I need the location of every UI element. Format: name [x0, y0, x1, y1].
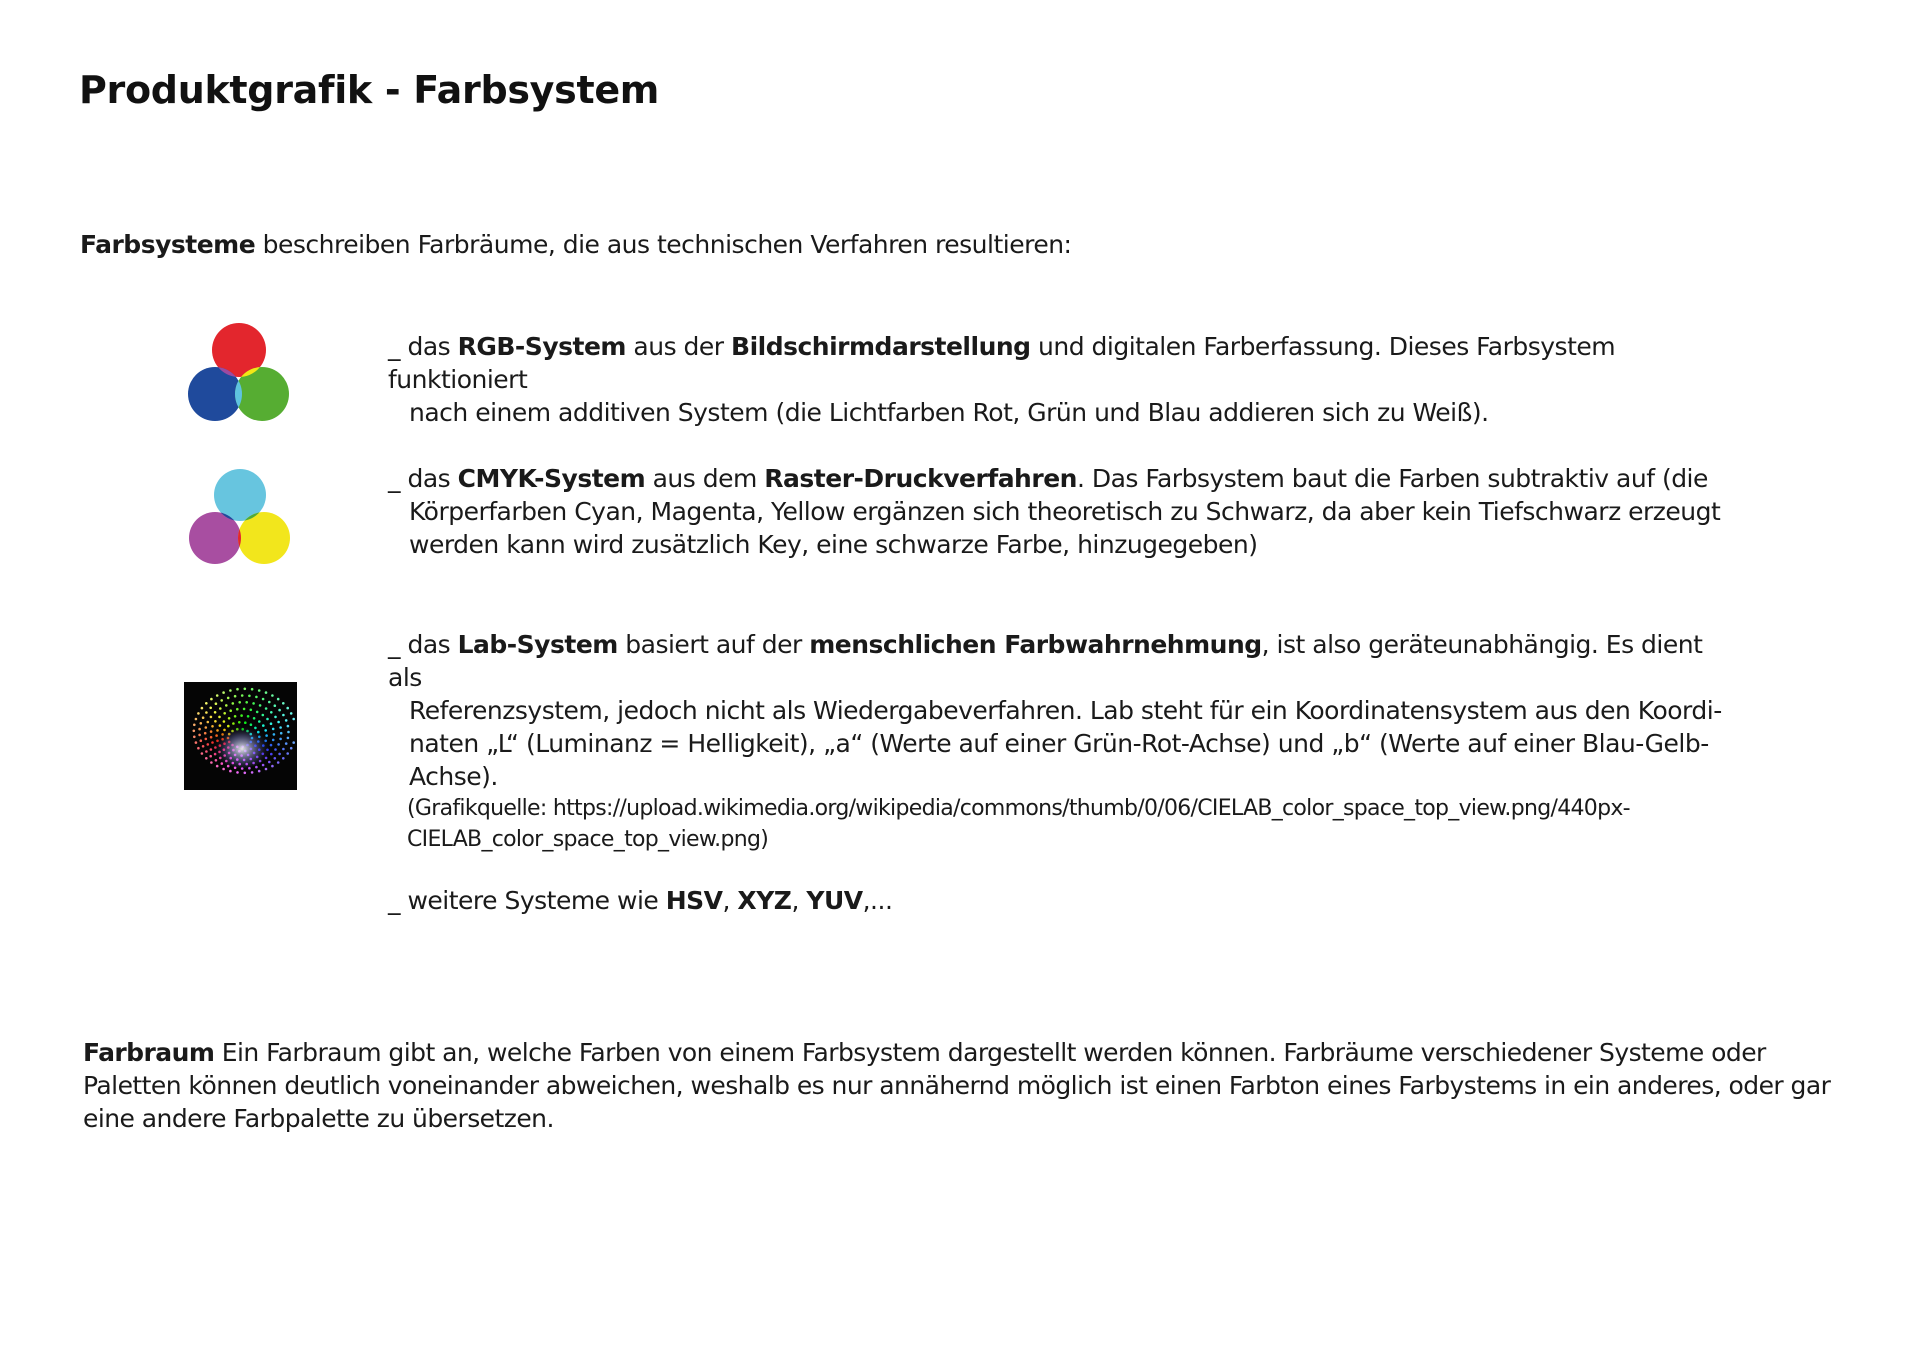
lab-color-point — [205, 750, 208, 753]
rgb-additive-circles-icon — [186, 322, 292, 424]
cmyk-source-term: Raster-Druckverfahren — [764, 464, 1077, 493]
cmyk-system-entry — [388, 462, 1728, 561]
lab-color-point — [205, 711, 208, 714]
lab-line-3: naten „L“ (Luminanz = Helligkeit), „a“ (Werte auf einer Grün-Rot-Achse) und „b“ (Werte auf einer Blau-Gelb- — [409, 729, 1709, 758]
lab-color-point — [198, 728, 201, 731]
separator: , — [722, 886, 738, 915]
lab-color-point — [197, 747, 200, 750]
lab-color-point — [279, 738, 282, 741]
lab-color-point — [245, 701, 248, 704]
lab-color-point — [271, 765, 274, 768]
cmyk-line-2: Körperfarben Cyan, Magenta, Yellow ergänzen sich theoretisch zu Schwarz, da aber kein Tiefschwarz erzeugt — [409, 497, 1721, 526]
page-title: Produktgrafik - Farbsystem — [79, 68, 660, 112]
rgb-line-1-rest: und digitalen Farberfassung. Dieses Farbsystem funktioniert — [388, 332, 1616, 394]
lab-color-point — [262, 764, 265, 767]
lab-color-point — [287, 725, 290, 728]
lab-color-point — [251, 688, 254, 691]
lab-color-point — [282, 714, 285, 717]
lab-color-point — [197, 712, 200, 715]
lab-color-point — [221, 762, 224, 765]
rgb-prefix: _ das — [388, 332, 458, 361]
lab-color-point — [286, 752, 289, 755]
cmyk-mid: aus dem — [645, 464, 765, 493]
lab-color-point — [229, 770, 232, 773]
lab-color-point — [229, 709, 232, 712]
lab-color-point — [210, 736, 213, 739]
lab-color-point — [216, 765, 219, 768]
lab-color-point — [280, 732, 283, 735]
lab-color-point — [277, 721, 280, 724]
lab-color-point — [214, 720, 217, 723]
lab-color-point — [229, 689, 232, 692]
lab-color-point — [270, 753, 273, 756]
lab-color-point — [287, 737, 290, 740]
rgb-line-2: nach einem additiven System (die Lichtfarben Rot, Grün und Blau addieren sich zu Weiß). — [409, 398, 1489, 427]
lab-color-point — [250, 709, 253, 712]
lab-image-source-line-1: (Grafikquelle: https://upload.wikimedia.org/wikipedia/commons/thumb/0/06/CIELAB_color_space_top_view.png/440px- — [407, 796, 1630, 821]
lab-color-point — [292, 741, 295, 744]
lab-color-point — [236, 688, 239, 691]
lab-color-point — [255, 696, 258, 699]
cmyk-name: CMYK-System — [457, 464, 646, 493]
lab-color-point — [270, 722, 273, 725]
lab-color-point — [262, 714, 265, 717]
lab-color-point — [195, 741, 198, 744]
lab-color-point — [207, 721, 210, 724]
lab-color-point — [285, 719, 288, 722]
lab-line-2: Referenzsystem, jedoch nicht als Wiedergabeverfahren. Lab steht für ein Koordinatensystem aus den Koordi- — [409, 696, 1722, 725]
lab-color-point — [202, 745, 205, 748]
lab-color-point — [234, 695, 237, 698]
lab-color-point — [274, 716, 277, 719]
lab-color-point — [277, 761, 280, 764]
lab-color-point — [266, 718, 269, 721]
intro-paragraph — [80, 228, 1071, 261]
lab-color-point — [256, 711, 259, 714]
rgb-source-term: Bildschirmdarstellung — [731, 332, 1031, 361]
lab-color-point — [285, 742, 288, 745]
rgb-line-1 — [388, 330, 1728, 396]
lab-color-point — [223, 712, 226, 715]
lab-color-point — [223, 720, 226, 723]
lab-color-point — [209, 755, 212, 758]
lab-color-point — [219, 707, 222, 710]
lab-color-point — [274, 757, 277, 760]
lab-color-point — [251, 771, 254, 774]
lab-color-point — [279, 726, 282, 729]
lab-color-point — [272, 739, 275, 742]
lab-color-point — [290, 712, 293, 715]
lab-color-point — [236, 708, 239, 711]
lab-color-point — [238, 701, 241, 704]
lab-color-point — [210, 716, 213, 719]
lab-color-point — [282, 748, 285, 751]
lab-line-1-rest: , ist also geräteunabhängig. Es dient als — [388, 630, 1703, 692]
cmyk-line-1 — [388, 462, 1728, 495]
farbraum-text: Ein Farbraum gibt an, welche Farben von einem Farbsystem dargestellt werden können. Farbräume verschiedener Systeme oder Paletten können deutlich voneinander abweichen, weshalb es nur annähernd möglich ist einen Farbton eines Farbystems in ein anderes, oder gar eine andere Farbpalette zu übersetzen. — [83, 1038, 1831, 1133]
lab-color-point — [205, 702, 208, 705]
lab-image-source-line-2: CIELAB_color_space_top_view.png) — [407, 827, 769, 852]
lab-color-point — [214, 711, 217, 714]
lab-color-point — [286, 707, 289, 710]
lab-mid: basiert auf der — [617, 630, 810, 659]
intro-term: Farbsysteme — [80, 230, 256, 259]
further-prefix: _ weitere Systeme wie — [388, 886, 666, 915]
lab-color-point — [273, 733, 276, 736]
lab-color-point — [247, 715, 250, 718]
lab-color-point — [244, 688, 247, 691]
further-systems-entry — [388, 884, 1728, 917]
lab-color-point — [222, 768, 225, 771]
lab-color-point — [258, 770, 261, 773]
lab-name: Lab-System — [457, 630, 618, 659]
lab-color-point — [258, 720, 261, 723]
separator: , — [791, 886, 807, 915]
lab-color-point — [258, 689, 261, 692]
lab-color-point — [278, 709, 281, 712]
lab-color-point — [248, 695, 251, 698]
lab-color-point — [262, 698, 265, 701]
rgb-system-entry — [388, 330, 1728, 429]
lab-color-point — [200, 722, 203, 725]
lab-color-point — [215, 759, 218, 762]
farbraum-paragraph — [83, 1036, 1853, 1135]
cmyk-line-1-rest: . Das Farbsystem baut die Farben subtraktiv auf (die — [1076, 464, 1708, 493]
lab-color-point — [210, 761, 213, 764]
lab-color-point — [210, 748, 213, 751]
lab-line-1 — [388, 628, 1728, 694]
lab-color-point — [225, 704, 228, 707]
lab-color-point — [243, 708, 246, 711]
lab-color-point — [241, 694, 244, 697]
lab-color-point — [195, 718, 198, 721]
lab-color-point — [211, 725, 214, 728]
lab-color-point — [207, 743, 210, 746]
further-suffix: ,... — [862, 886, 893, 915]
lab-color-point — [198, 734, 201, 737]
lab-color-point — [240, 714, 243, 717]
lab-color-point — [193, 736, 196, 739]
rgb-name: RGB-System — [457, 332, 626, 361]
lab-color-point — [232, 702, 235, 705]
lab-color-point — [219, 724, 222, 727]
system-yuv: YUV — [806, 886, 863, 915]
lab-color-point — [272, 728, 275, 731]
lab-color-point — [218, 716, 221, 719]
lab-color-point — [292, 718, 295, 721]
lab-color-point — [193, 724, 196, 727]
lab-color-point — [278, 753, 281, 756]
lab-color-point — [253, 717, 256, 720]
lab-color-point — [271, 694, 274, 697]
lab-color-point — [210, 698, 213, 701]
intro-text: beschreiben Farbräume, die aus technischen Verfahren resultieren: — [255, 230, 1072, 259]
lab-color-point — [216, 694, 219, 697]
cmyk-line-3: werden kann wird zusätzlich Key, eine schwarze Farbe, hinzugegeben) — [409, 530, 1258, 559]
lab-color-point — [277, 698, 280, 701]
lab-color-point — [201, 707, 204, 710]
lab-color-point — [274, 748, 277, 751]
lab-color-point — [227, 697, 230, 700]
lab-color-point — [244, 772, 247, 775]
lab-color-point — [265, 768, 268, 771]
lab-color-point — [274, 704, 277, 707]
lab-system-entry — [388, 628, 1728, 855]
lab-color-point — [220, 699, 223, 702]
cmyk-prefix: _ das — [388, 464, 458, 493]
cielab-color-space-image — [184, 682, 297, 790]
lab-color-point — [290, 747, 293, 750]
lab-color-point — [234, 715, 237, 718]
rgb-mid: aus der — [625, 332, 732, 361]
lab-color-point — [282, 702, 285, 705]
lab-color-point — [287, 731, 290, 734]
cmyk-subtractive-circles-icon — [188, 468, 292, 568]
lab-color-point — [215, 702, 218, 705]
lab-color-point — [252, 702, 255, 705]
lab-color-point — [268, 761, 271, 764]
lab-color-point — [205, 738, 208, 741]
lab-color-point — [228, 717, 231, 720]
lab-color-point — [268, 701, 271, 704]
lab-color-point — [209, 707, 212, 710]
lab-color-point — [200, 739, 203, 742]
lab-color-point — [282, 757, 285, 760]
lab-source-term: menschlichen Farbwahrnehmung — [809, 630, 1262, 659]
lab-color-point — [205, 757, 208, 760]
lab-color-point — [265, 691, 268, 694]
lab-line-4: Achse). — [409, 762, 498, 791]
lab-color-point — [204, 732, 207, 735]
lab-color-point — [270, 711, 273, 714]
lab-prefix: _ das — [388, 630, 458, 659]
system-hsv: HSV — [665, 886, 723, 915]
farbraum-term: Farbraum — [83, 1038, 215, 1067]
lab-color-point — [255, 766, 258, 769]
lab-color-point — [202, 716, 205, 719]
lab-color-point — [210, 730, 213, 733]
lab-color-point — [193, 730, 196, 733]
system-xyz: XYZ — [737, 886, 792, 915]
lab-color-point — [236, 771, 239, 774]
lab-color-point — [259, 704, 262, 707]
lab-color-point — [265, 707, 268, 710]
lab-color-point — [277, 743, 280, 746]
lab-color-point — [222, 691, 225, 694]
lab-color-point — [205, 726, 208, 729]
lab-color-point — [201, 752, 204, 755]
further-systems-line — [388, 884, 1728, 917]
